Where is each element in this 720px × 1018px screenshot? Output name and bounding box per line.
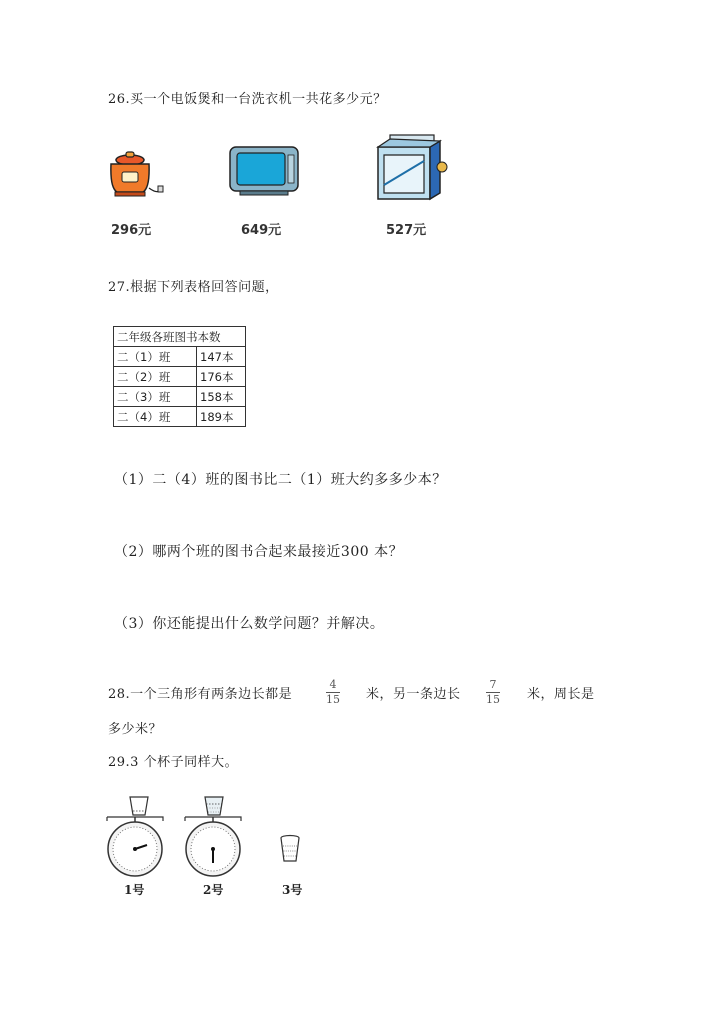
washing-machine-icon	[372, 133, 450, 207]
table-row: 二（3）班 158本	[114, 387, 246, 407]
table-row: 二（4）班 189本	[114, 407, 246, 427]
scale-2-label: 2号	[203, 883, 224, 897]
rice-cooker-price: 296元	[111, 223, 152, 238]
question-27-text: 27.根据下列表格回答问题，	[108, 280, 279, 295]
question-27-part-1: （1）二（4）班的图书比二（1）班大约多多少本？	[114, 472, 447, 488]
table-row: 二（2）班 176本	[114, 367, 246, 387]
table-row: 二（1）班 147本	[114, 347, 246, 367]
question-26-text: 26.买一个电饭煲和一台洗衣机一共花多少元？	[108, 92, 387, 107]
question-28-line-2: 多少米？	[108, 722, 163, 737]
scale-with-cup-icon	[103, 795, 167, 879]
question-28-part-3: 米，周长是	[527, 687, 595, 702]
books-table	[113, 326, 246, 427]
television-price: 649元	[241, 223, 282, 238]
question-27-part-2: （2）哪两个班的图书合起来最接近300 本？	[114, 544, 404, 560]
cup-icon	[279, 834, 301, 864]
question-27-part-3: （3）你还能提出什么数学问题？并解决。	[114, 616, 385, 632]
question-29-text: 29.3 个杯子同样大。	[108, 755, 239, 770]
rice-cooker-icon	[105, 150, 165, 200]
cup-3-label: 3号	[282, 883, 303, 897]
scale-with-full-cup-icon	[181, 795, 245, 879]
fraction-7-15: 7 15	[486, 678, 500, 706]
question-28-part-1: 28.一个三角形有两条边长都是	[108, 687, 293, 702]
table-header: 二年级各班图书本数	[114, 327, 246, 347]
television-icon	[228, 145, 300, 197]
washing-machine-price: 527元	[386, 223, 427, 238]
fraction-4-15: 4 15	[326, 678, 340, 706]
scale-1-label: 1号	[124, 883, 145, 897]
question-28-part-2: 米，另一条边长	[366, 687, 461, 702]
